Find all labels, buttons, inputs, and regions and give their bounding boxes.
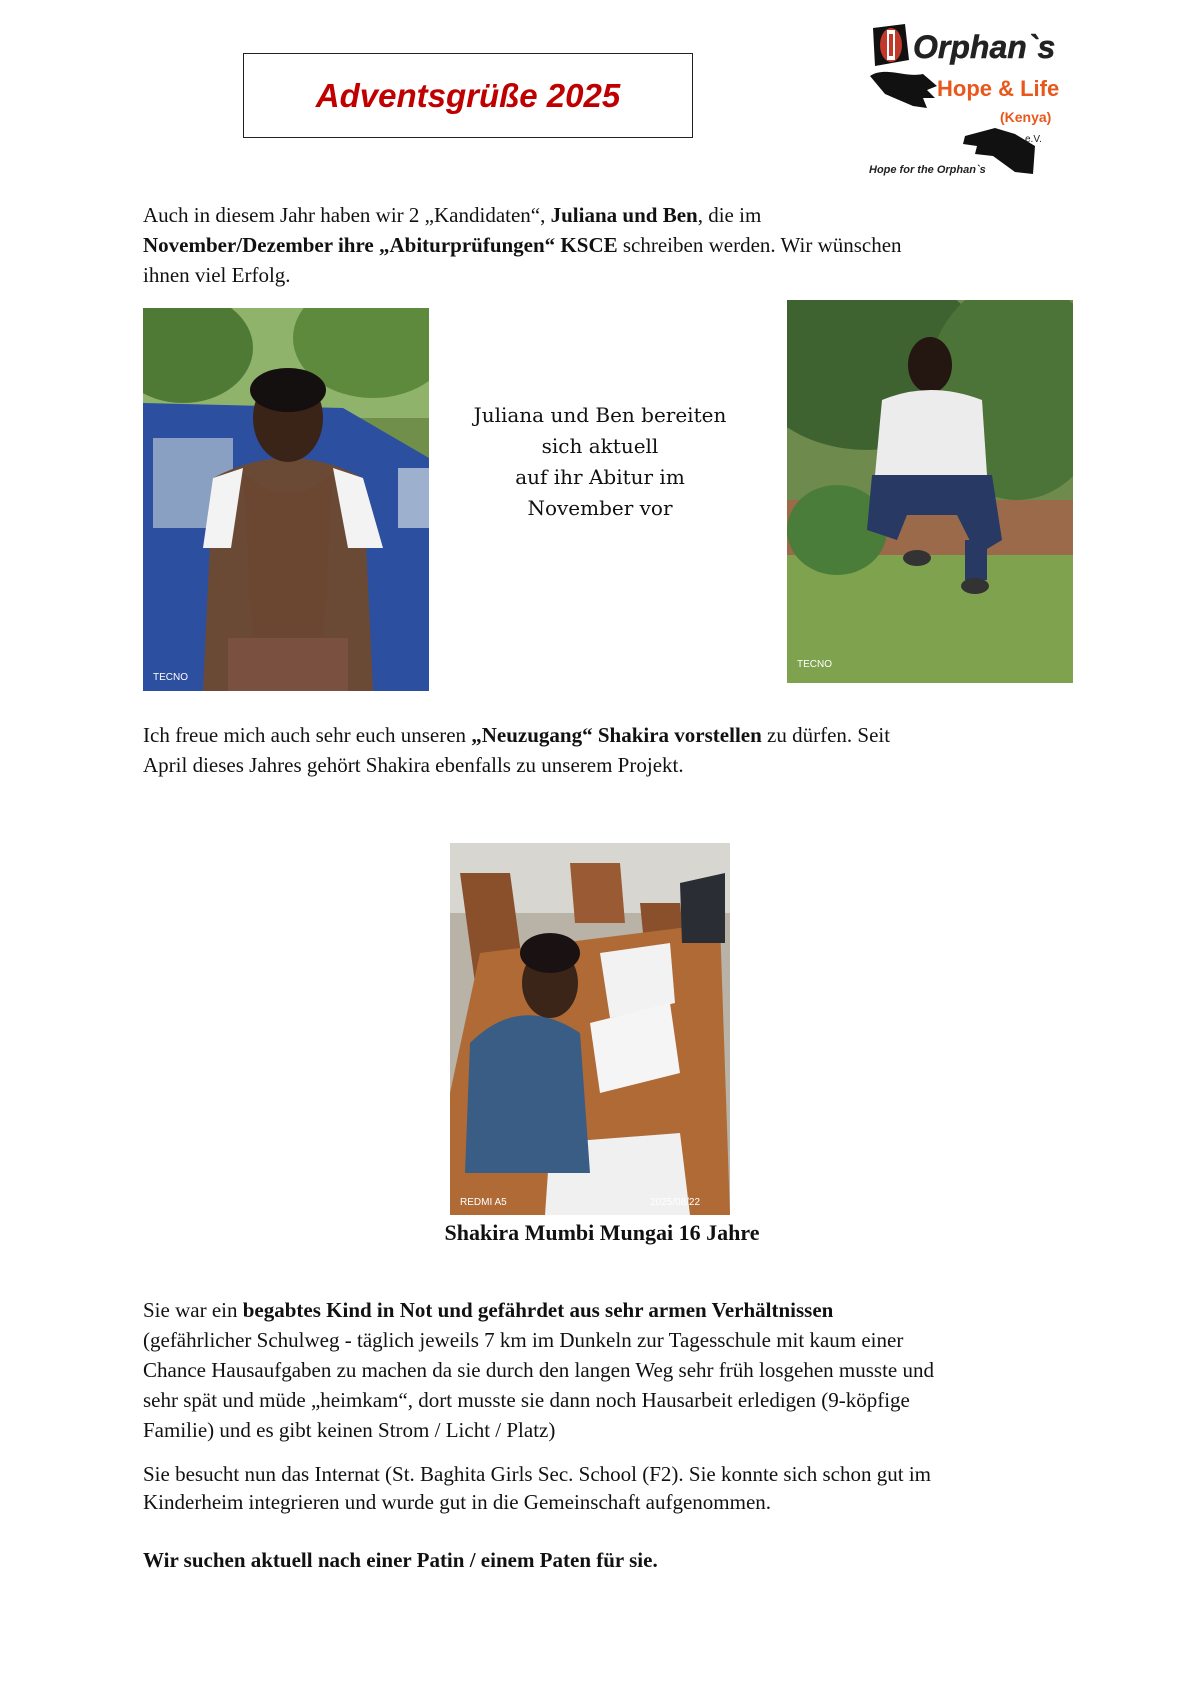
candidates-caption (455, 400, 745, 524)
neuzugang-text: zu dürfen. Seit (761, 723, 891, 747)
svg-text:Orphan`s: Orphan`s (913, 29, 1056, 65)
internat-text: Sie besucht nun das Internat (St. Baghita Girls Sec. School (F2). Sie konnte sich schon gut im (143, 1462, 931, 1486)
intro-text: schreiben werden. Wir wünschen (617, 233, 902, 257)
story-text: Familie) und es gibt keinen Strom / Licht / Platz) (143, 1418, 556, 1442)
story-highlight: begabtes Kind in Not und gefährdet aus sehr armen Verhältnissen (242, 1298, 834, 1322)
exam-period: November/Dezember ihre „Abiturprüfungen“ KSCE (143, 233, 618, 257)
photo-juliana (143, 308, 429, 691)
svg-text:TECNO: TECNO (153, 672, 188, 683)
svg-text:2025/08/22: 2025/08/22 (650, 1197, 701, 1208)
svg-text:(Kenya): (Kenya) (1000, 109, 1052, 125)
hand-icon-left (870, 72, 937, 108)
intro-text: Auch in diesem Jahr haben wir 2 „Kandidaten“, (143, 203, 551, 227)
photo-ben (787, 300, 1073, 683)
caption-line: sich aktuell (541, 434, 659, 458)
svg-text:Hope for the Orphan`s: Hope for the Orphan`s (869, 164, 986, 176)
internat-paragraph (143, 1460, 1063, 1516)
candidates-names: Juliana und Ben (550, 203, 698, 227)
neuzugang-text: Ich freue mich auch sehr euch unseren (143, 723, 472, 747)
story-text: Chance Hausaufgaben zu machen da sie durch den langen Weg sehr früh losgehen musste und (143, 1358, 934, 1382)
page-title: Adventsgrüße 2025 (315, 76, 621, 114)
story-text: sehr spät und müde „heimkam“, dort musste sie dann noch Hausarbeit erledigen (9-köpfige (143, 1388, 910, 1412)
story-text: (gefährlicher Schulweg - täglich jeweils 7 km im Dunkeln zur Tagesschule mit kaum einer (143, 1328, 904, 1352)
story-text: Sie war ein (143, 1298, 243, 1322)
story-paragraph (143, 1295, 1063, 1445)
neuzugang-text: April dieses Jahres gehört Shakira ebenfalls zu unserem Projekt. (143, 753, 684, 777)
shakira-caption: Shakira Mumbi Mungai 16 Jahre (444, 1220, 760, 1245)
svg-text:Hope & Life: Hope & Life (937, 76, 1060, 101)
caption-line: auf ihr Abitur im (515, 465, 685, 489)
photo-shakira (450, 843, 730, 1215)
caption-line: November vor (527, 496, 673, 520)
sponsor-request: Wir suchen aktuell nach einer Patin / einem Paten für sie. (143, 1548, 658, 1572)
organization-logo (865, 16, 1065, 181)
svg-text:e.V.: e.V. (1025, 134, 1042, 145)
caption-line: Juliana und Ben bereiten (473, 403, 727, 427)
intro-text: ihnen viel Erfolg. (143, 263, 291, 287)
neuzugang-paragraph (143, 720, 1063, 780)
internat-text: Kinderheim integrieren und wurde gut in die Gemeinschaft aufgenommen. (143, 1490, 772, 1514)
intro-paragraph (143, 200, 1063, 290)
neuzugang-highlight: „Neuzugang“ Shakira vorstellen (471, 723, 762, 747)
kenya-shield-icon (873, 24, 909, 66)
title-box (243, 53, 693, 138)
svg-text:TECNO: TECNO (797, 659, 832, 670)
intro-text: , die im (697, 203, 762, 227)
svg-text:REDMI A5: REDMI A5 (460, 1197, 507, 1208)
